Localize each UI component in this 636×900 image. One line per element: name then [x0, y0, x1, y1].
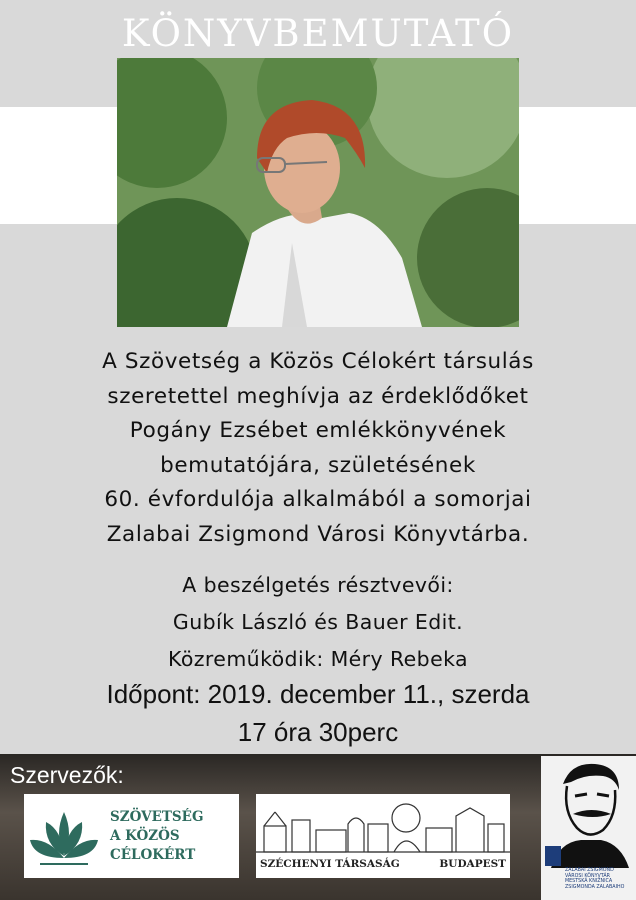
library-line: VÁROSI KÖNYVTÁR [565, 873, 610, 879]
organizers-label: Szervezők: [10, 762, 124, 788]
poster-title: KÖNYVBEMUTATÓ [121, 12, 515, 55]
time-line: 17 óra 30perc [237, 717, 399, 747]
portrait-photo [117, 58, 519, 327]
library-name [565, 868, 635, 890]
portrait-sketch-icon [541, 756, 636, 868]
organizers-footer [0, 754, 636, 900]
szovetseg-line: A KÖZÖS [110, 828, 180, 844]
szovetseg-logo [24, 794, 239, 878]
szovetseg-name [110, 808, 204, 865]
participants-line: Gubík László és Bauer Edit. [172, 610, 464, 634]
invitation-line: 60. évfordulója alkalmából a somorjai [104, 487, 532, 512]
cityscape-icon [256, 794, 510, 856]
invitation-line: szeretettel meghívja az érdeklődőket [107, 383, 529, 409]
leaf-icon [24, 794, 104, 878]
library-line: ZSIGMONDA ZALABAIHO [565, 884, 625, 890]
invitation-line: A Szövetség a Közös Célokért társulás [102, 349, 534, 374]
participants-text [0, 567, 636, 678]
portrait-illustration [117, 58, 519, 327]
invitation-line: Pogány Ezsébet emlékkönyvének [129, 418, 507, 443]
szechenyi-logo [256, 794, 510, 878]
library-line: ZALABAI ZSIGMOND [565, 868, 614, 873]
szechenyi-name: SZÉCHENYI TÁRSASÁG [260, 858, 400, 870]
szovetseg-line: CÉLOKÉRT [110, 847, 196, 863]
library-logo [541, 756, 636, 900]
participants-line: Közreműködik: Méry Rebeka [168, 647, 468, 671]
library-line: MESTSKÁ KNIŽNICA [565, 879, 613, 885]
participants-line: A beszélgetés résztvevői: [182, 573, 454, 597]
szechenyi-caption [260, 858, 506, 870]
invitation-line: bemutatójára, születésének [160, 452, 476, 478]
time-line: Időpont: 2019. december 11., szerda [106, 679, 530, 709]
invitation-line: Zalabai Zsigmond Városi Könyvtárba. [106, 521, 530, 547]
event-time [0, 675, 636, 751]
szechenyi-city: BUDAPEST [439, 858, 506, 870]
invitation-text [0, 345, 636, 552]
szovetseg-line: SZÖVETSÉG [110, 809, 204, 825]
